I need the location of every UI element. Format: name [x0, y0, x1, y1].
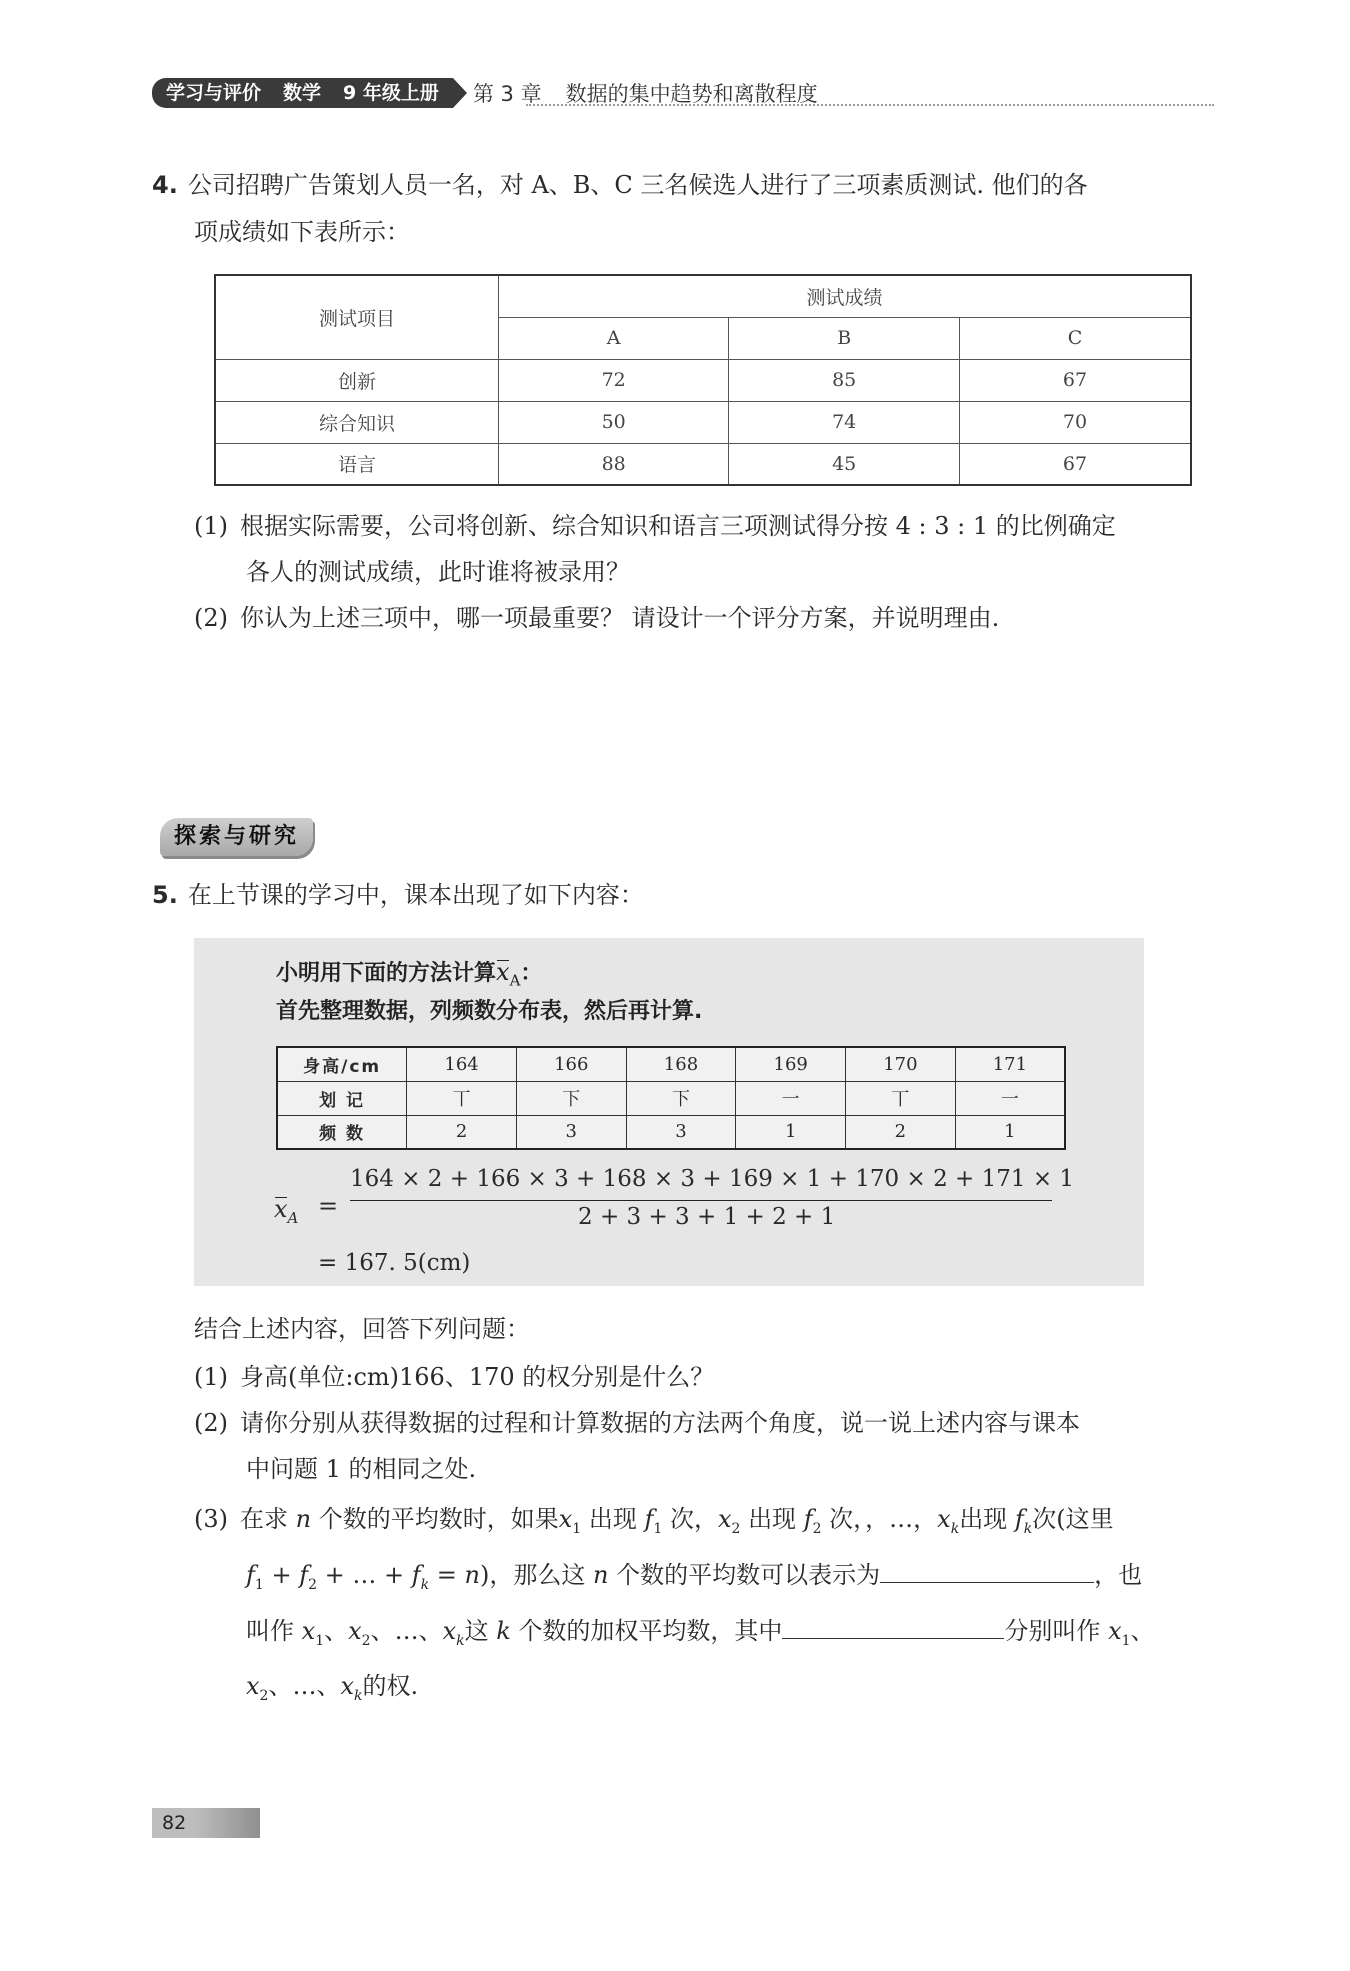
table-cell-score: 67	[959, 359, 1191, 401]
book-tag	[152, 78, 453, 108]
textbook-excerpt	[194, 938, 1144, 1286]
question-number: 4.	[152, 171, 178, 199]
tally-cell: 下	[626, 1081, 736, 1115]
question-4	[152, 162, 1212, 256]
book-subject: 数学	[283, 82, 322, 104]
question-5-intro: 5. 在上节课的学习中，课本出现了如下内容：	[152, 881, 644, 909]
score-table	[214, 274, 1192, 486]
book-grade: 9 年级上册	[343, 82, 439, 104]
frequency-table	[276, 1046, 1066, 1150]
table-row	[277, 1115, 1065, 1149]
part-label: (1)	[194, 1363, 228, 1391]
section-badge: 探索与研究	[160, 818, 313, 856]
part-label: (2)	[194, 604, 228, 632]
height-cell: 169	[736, 1047, 846, 1081]
question-5-part-1: (1) 身高(单位:cm)166、170 的权分别是什么？	[194, 1354, 1214, 1400]
table-cell-score: 85	[729, 359, 960, 401]
part-3-line-1: (3) 在求 n 个数的平均数时，如果$x_1$ 出现 $f_1$ 次，$x_2$ 出现 $f_2$ 次，，…，$x_k$出现 $f_k$次(这里	[194, 1496, 1224, 1552]
table-cell-item: 综合知识	[215, 401, 498, 443]
table-header-candidate: C	[959, 317, 1191, 359]
fraction-bar	[350, 1200, 1052, 1201]
answer-blank-1[interactable]	[880, 1553, 1094, 1583]
formula-denominator: 2 + 3 + 3 + 1 + 2 + 1	[578, 1204, 836, 1230]
row-label-tally: 划 记	[277, 1081, 407, 1115]
book-series: 学习与评价	[166, 82, 262, 104]
tally-cell: 丅	[846, 1081, 956, 1115]
formula-numerator: 164 × 2 + 166 × 3 + 168 × 3 + 169 × 1 + 170 × 2 + 171 × 1	[350, 1166, 1075, 1192]
table-header-scores: 测试成绩	[498, 275, 1191, 317]
part-3-line-3: 叫作 $x_1$、$x_2$、…、$x_k$这 k 个数的加权平均数，其中 分别叫作 $x_1$、	[194, 1608, 1224, 1664]
table-cell-score: 72	[498, 359, 729, 401]
question-5-part-3	[194, 1496, 1224, 1719]
table-row	[277, 1047, 1065, 1081]
tally-cell: 丅	[407, 1081, 517, 1115]
table-row	[215, 359, 1191, 401]
table-cell-score: 67	[959, 443, 1191, 485]
height-cell: 168	[626, 1047, 736, 1081]
tally-cell: 下	[516, 1081, 626, 1115]
frequency-cell: 3	[516, 1115, 626, 1149]
frequency-cell: 2	[846, 1115, 956, 1149]
excerpt-line-1: 小明用下面的方法计算$x_A$：	[276, 958, 543, 990]
chapter-number: 第 3 章	[472, 82, 542, 106]
table-cell-score: 74	[729, 401, 960, 443]
table-header-candidate: B	[729, 317, 960, 359]
table-cell-item: 创新	[215, 359, 498, 401]
question-4-line-1: 4. 公司招聘广告策划人员一名，对 A、B、C 三名候选人进行了三项素质测试. 他们的各	[152, 171, 1088, 199]
height-cell: 164	[407, 1047, 517, 1081]
formula-lhs: $x_A$	[274, 1195, 299, 1227]
frequency-cell: 2	[407, 1115, 517, 1149]
part-label: (2)	[194, 1409, 228, 1437]
tally-cell: 一	[736, 1081, 846, 1115]
excerpt-line-2: 首先整理数据，列频数分布表，然后再计算.	[276, 999, 703, 1024]
frequency-cell: 1	[736, 1115, 846, 1149]
height-cell: 171	[955, 1047, 1065, 1081]
table-cell-score: 50	[498, 401, 729, 443]
table-row	[277, 1081, 1065, 1115]
question-5-part-2: (2) 请你分别从获得数据的过程和计算数据的方法两个角度，说一说上述内容与课本 中问题 1 的相同之处.	[194, 1400, 1214, 1492]
frequency-cell: 3	[626, 1115, 736, 1149]
formula-result: = 167. 5(cm)	[318, 1250, 471, 1276]
chapter-title: 数据的集中趋势和离散程度	[565, 82, 818, 106]
part-label: (1)	[194, 512, 228, 540]
table-cell-item: 语言	[215, 443, 498, 485]
part-label: (3)	[194, 1505, 228, 1533]
table-cell-score: 70	[959, 401, 1191, 443]
question-4-part-2: (2) 你认为上述三项中，哪一项最重要？ 请设计一个评分方案，并说明理由.	[194, 595, 1214, 641]
table-cell-score: 88	[498, 443, 729, 485]
frequency-cell: 1	[955, 1115, 1065, 1149]
question-number: 5.	[152, 881, 178, 909]
question-5-lead: 结合上述内容，回答下列问题：	[194, 1315, 530, 1343]
height-cell: 170	[846, 1047, 956, 1081]
formula-equals: =	[318, 1192, 339, 1220]
header-rule	[526, 104, 1214, 106]
part-3-line-4: $x_2$、…、$x_k$的权.	[246, 1672, 419, 1705]
table-row	[215, 443, 1191, 485]
row-label-frequency: 频 数	[277, 1115, 407, 1149]
question-4-part-1: (1) 根据实际需要，公司将创新、综合知识和语言三项测试得分按 4 : 3 : 1 的比例确定 各人的测试成绩，此时谁将被录用？	[194, 503, 1214, 595]
tally-cell: 一	[955, 1081, 1065, 1115]
table-row	[215, 401, 1191, 443]
part-3-line-2: $f_1 + f_2$ + … + $f_k = n$)，那么这 n 个数的平均数可以表示为 ，也	[194, 1552, 1224, 1608]
table-header-item: 测试项目	[215, 275, 498, 359]
answer-blank-2[interactable]	[782, 1609, 1004, 1639]
question-4-line-2: 项成绩如下表所示：	[194, 218, 410, 246]
row-label-height: 身高/cm	[277, 1047, 407, 1081]
table-cell-score: 45	[729, 443, 960, 485]
page-number: 82	[152, 1808, 260, 1838]
height-cell: 166	[516, 1047, 626, 1081]
table-header-candidate: A	[498, 317, 729, 359]
